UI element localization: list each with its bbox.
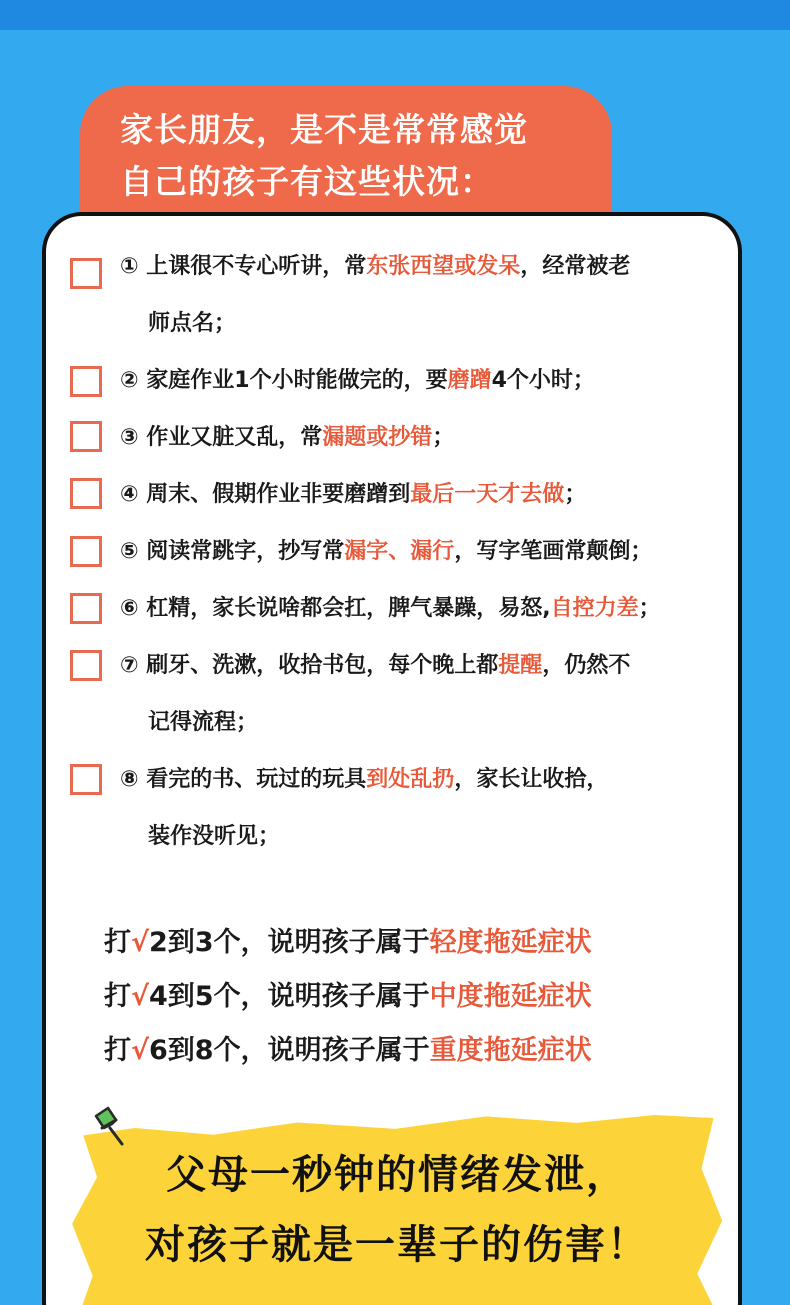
- check-mark-icon: √: [131, 981, 150, 1012]
- checkbox-4[interactable]: [70, 478, 102, 509]
- checkbox-5[interactable]: [70, 536, 102, 567]
- checkbox-2[interactable]: [70, 366, 102, 397]
- item-text-1: ① 上课很不专心听讲，常东张西望或发呆，经常被老 师点名；: [120, 254, 631, 336]
- item-text-2: ② 家庭作业1个小时能做完的，要磨蹭4个小时；: [120, 368, 595, 393]
- check-mark-icon: √: [131, 1035, 150, 1066]
- item-text-3: ③ 作业又脏又乱，常漏题或抄错；: [120, 425, 455, 450]
- top-strip: [0, 0, 790, 30]
- score-legend: [104, 916, 592, 1078]
- item-text-6: ⑥ 杠精，家长说啥都会扛，脾气暴躁，易怒,自控力差；: [120, 596, 661, 621]
- checkbox-3[interactable]: [70, 421, 102, 452]
- checkbox-6[interactable]: [70, 593, 102, 624]
- score-line-2: 打√4到5个，说明孩子属于中度拖延症状: [104, 981, 592, 1012]
- checkbox-1[interactable]: [70, 258, 102, 289]
- score-line-1: 打√2到3个，说明孩子属于轻度拖延症状: [104, 927, 592, 958]
- checkbox-7[interactable]: [70, 650, 102, 681]
- banner-line-2: 对孩子就是一辈子的伤害！: [145, 1222, 649, 1268]
- item-text-4: ④ 周末、假期作业非要磨蹭到最后一天才去做；: [120, 482, 587, 507]
- header-line-2: 自己的孩子有这些状况：: [120, 162, 494, 201]
- item-text-8: ⑧ 看完的书、玩过的玩具到处乱扔，家长让收拾， 装作没听见；: [120, 767, 609, 849]
- checkbox-8[interactable]: [70, 764, 102, 795]
- item-text-7: ⑦ 刷牙、洗漱，收拾书包，每个晚上都提醒，仍然不 记得流程；: [120, 653, 631, 735]
- score-line-3: 打√6到8个，说明孩子属于重度拖延症状: [104, 1035, 592, 1066]
- header-line-1: 家长朋友，是不是常常感觉: [120, 110, 528, 149]
- check-mark-icon: √: [131, 927, 150, 958]
- item-text-5: ⑤ 阅读常跳字，抄写常漏字、漏行，写字笔画常颠倒；: [120, 539, 653, 564]
- banner-slogan: [72, 1140, 722, 1280]
- banner-line-1: 父母一秒钟的情绪发泄，: [166, 1152, 628, 1198]
